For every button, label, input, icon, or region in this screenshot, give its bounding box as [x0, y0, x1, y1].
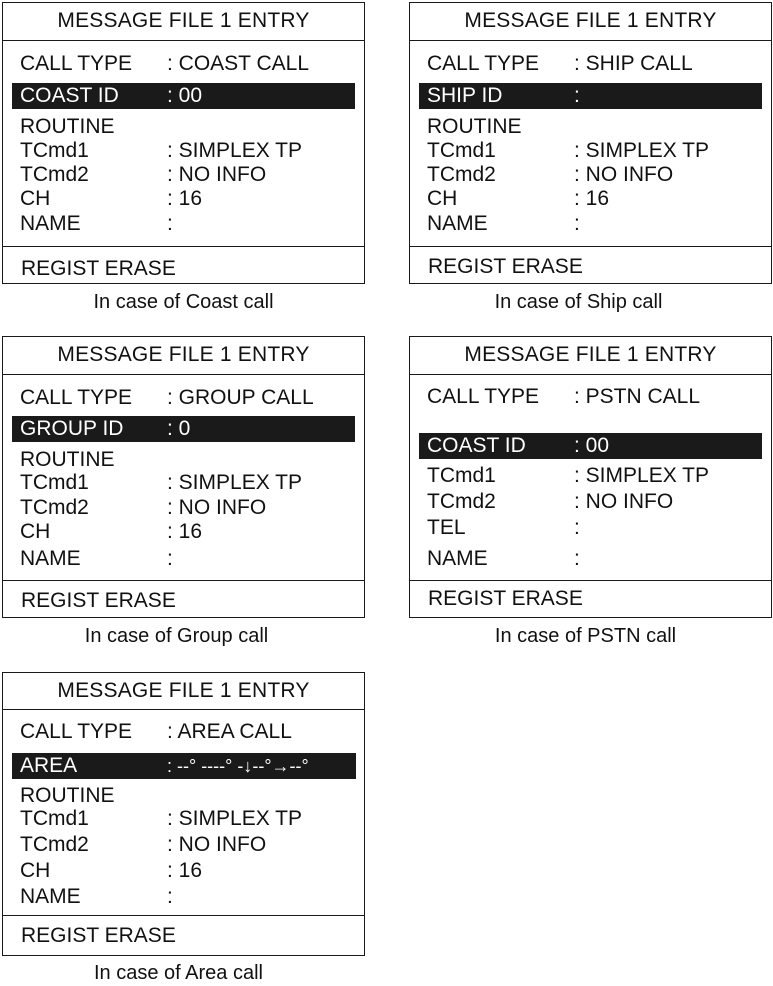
tcmd1-value: : SIMPLEX TP	[167, 139, 302, 162]
regist-erase-menu[interactable]: REGIST ERASE	[21, 257, 176, 280]
call-type-row[interactable]	[12, 719, 355, 745]
channel-label: CH	[20, 520, 51, 543]
footer-divider	[410, 246, 771, 247]
panel-title: MESSAGE FILE 1 ENTRY	[57, 343, 310, 366]
name-row[interactable]	[419, 211, 762, 237]
name-row[interactable]	[12, 546, 355, 572]
tcmd1-value: : SIMPLEX TP	[574, 139, 709, 162]
ship-id-value: :	[574, 84, 580, 107]
channel-value: : 16	[574, 187, 610, 210]
tcmd2-value: : NO INFO	[574, 163, 674, 186]
channel-value: : 16	[167, 859, 203, 882]
title-divider	[3, 374, 364, 375]
tcmd2-label: TCmd2	[427, 490, 496, 513]
tcmd1-label: TCmd1	[20, 471, 89, 494]
title-divider	[3, 709, 364, 710]
priority-label: ROUTINE	[20, 115, 115, 138]
footer-divider	[3, 915, 364, 916]
panel-group-call	[2, 336, 365, 618]
call-type-label: CALL TYPE	[20, 52, 133, 75]
area-label: AREA	[20, 754, 78, 777]
name-label: NAME	[20, 212, 81, 235]
name-value: :	[167, 547, 173, 570]
tcmd2-label: TCmd2	[20, 496, 89, 519]
name-value: :	[574, 547, 580, 570]
panel-coast-call	[2, 2, 365, 284]
tcmd1-row[interactable]	[12, 806, 355, 832]
tcmd1-label: TCmd1	[20, 807, 89, 830]
group-id-label: GROUP ID	[20, 417, 124, 440]
regist-erase-menu[interactable]: REGIST ERASE	[21, 924, 176, 947]
regist-erase-menu[interactable]: REGIST ERASE	[428, 587, 583, 610]
tcmd1-label: TCmd1	[427, 139, 496, 162]
tcmd2-value: : NO INFO	[167, 496, 267, 519]
tcmd1-row[interactable]	[12, 138, 355, 164]
ship-id-label: SHIP ID	[427, 84, 503, 107]
caption-pstn: In case of PSTN call	[494, 625, 677, 647]
call-type-row[interactable]	[419, 384, 762, 410]
channel-value: : 16	[167, 520, 203, 543]
panel-title: MESSAGE FILE 1 ENTRY	[464, 343, 717, 366]
tcmd2-row[interactable]	[12, 495, 355, 521]
area-value: : --° ----° -↓--°→--°	[167, 756, 309, 776]
name-label: NAME	[20, 547, 81, 570]
tcmd2-value: : NO INFO	[167, 833, 267, 856]
call-type-row[interactable]	[419, 51, 762, 77]
tcmd2-row[interactable]	[12, 832, 355, 858]
name-row[interactable]	[12, 884, 355, 910]
channel-value: : 16	[167, 187, 203, 210]
tcmd2-row[interactable]	[12, 162, 355, 188]
group-id-row[interactable]	[12, 416, 355, 442]
group-id-value: : 0	[167, 417, 191, 440]
call-type-value: : COAST CALL	[167, 52, 309, 75]
tcmd1-row[interactable]	[419, 138, 762, 164]
panel-ship-call	[409, 2, 772, 284]
channel-row[interactable]	[12, 186, 355, 212]
regist-erase-menu[interactable]: REGIST ERASE	[21, 589, 176, 612]
name-label: NAME	[427, 547, 488, 570]
footer-divider	[410, 580, 771, 581]
tcmd2-label: TCmd2	[427, 163, 496, 186]
tcmd2-row[interactable]	[419, 489, 762, 515]
priority-label: ROUTINE	[20, 784, 115, 807]
channel-label: CH	[20, 859, 51, 882]
tel-row[interactable]	[419, 515, 762, 541]
name-label: NAME	[20, 885, 81, 908]
tcmd1-row[interactable]	[12, 470, 355, 496]
title-divider	[410, 40, 771, 41]
coast-id-row[interactable]	[12, 83, 355, 109]
channel-row[interactable]	[12, 858, 355, 884]
panel-pstn-call	[409, 336, 772, 618]
coast-id-label: COAST ID	[427, 434, 526, 457]
title-divider	[3, 40, 364, 41]
tcmd1-label: TCmd1	[427, 464, 496, 487]
tel-label: TEL	[427, 516, 466, 539]
name-label: NAME	[427, 212, 488, 235]
panel-title: MESSAGE FILE 1 ENTRY	[57, 679, 310, 702]
call-type-value: : AREA CALL	[167, 720, 292, 743]
ship-id-row[interactable]	[419, 83, 762, 109]
priority-label: ROUTINE	[427, 115, 522, 138]
caption-ship: In case of Ship call	[494, 291, 663, 313]
caption-coast: In case of Coast call	[93, 291, 274, 313]
tel-value: :	[574, 516, 580, 539]
regist-erase-menu[interactable]: REGIST ERASE	[428, 255, 583, 278]
tcmd1-value: : SIMPLEX TP	[574, 464, 709, 487]
footer-divider	[3, 246, 364, 247]
priority-row[interactable]	[12, 114, 355, 140]
tcmd2-row[interactable]	[419, 162, 762, 188]
priority-label: ROUTINE	[20, 448, 115, 471]
name-value: :	[574, 212, 580, 235]
call-type-label: CALL TYPE	[20, 386, 133, 409]
coast-id-value: : 00	[574, 434, 610, 457]
title-divider	[410, 374, 771, 375]
tcmd1-value: : SIMPLEX TP	[167, 807, 302, 830]
call-type-row[interactable]	[12, 385, 355, 411]
panel-area-call	[2, 672, 365, 956]
call-type-label: CALL TYPE	[427, 385, 540, 408]
channel-row[interactable]	[419, 186, 762, 212]
caption-area: In case of Area call	[94, 962, 263, 984]
channel-label: CH	[427, 187, 458, 210]
tcmd2-value: : NO INFO	[574, 490, 674, 513]
panel-title: MESSAGE FILE 1 ENTRY	[57, 9, 310, 32]
channel-label: CH	[20, 187, 51, 210]
tcmd2-value: : NO INFO	[167, 163, 267, 186]
call-type-value: : SHIP CALL	[574, 52, 693, 75]
name-value: :	[167, 212, 173, 235]
tcmd1-label: TCmd1	[20, 139, 89, 162]
area-row[interactable]	[12, 753, 356, 779]
coast-id-label: COAST ID	[20, 84, 119, 107]
tcmd2-label: TCmd2	[20, 163, 89, 186]
tcmd1-row[interactable]	[419, 463, 762, 489]
priority-row[interactable]	[419, 114, 762, 140]
call-type-value: : PSTN CALL	[574, 385, 701, 408]
caption-group: In case of Group call	[84, 625, 269, 647]
name-row[interactable]	[12, 211, 355, 237]
call-type-value: : GROUP CALL	[167, 386, 314, 409]
call-type-row[interactable]	[12, 51, 355, 77]
panel-title: MESSAGE FILE 1 ENTRY	[464, 9, 717, 32]
tcmd2-label: TCmd2	[20, 833, 89, 856]
name-value: :	[167, 885, 173, 908]
name-row[interactable]	[419, 546, 762, 572]
tcmd1-value: : SIMPLEX TP	[167, 471, 302, 494]
coast-id-row[interactable]	[419, 433, 762, 459]
coast-id-value: : 00	[167, 84, 203, 107]
footer-divider	[3, 580, 364, 581]
call-type-label: CALL TYPE	[427, 52, 540, 75]
channel-row[interactable]	[12, 519, 355, 545]
call-type-label: CALL TYPE	[20, 720, 133, 743]
